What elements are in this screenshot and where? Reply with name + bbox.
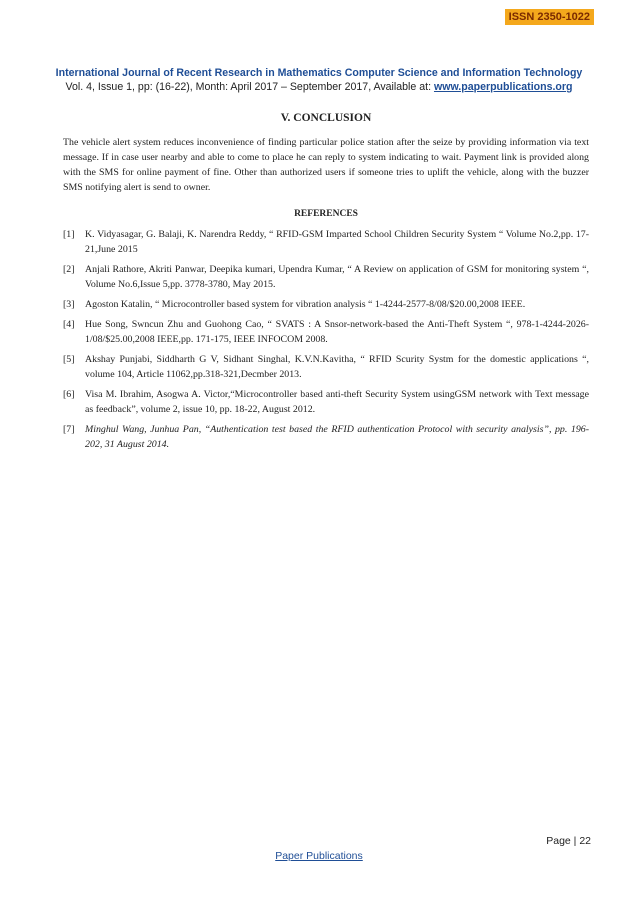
conclusion-heading: V. CONCLUSION — [280, 112, 372, 124]
publisher-link[interactable]: Paper Publications — [275, 850, 363, 862]
references-heading: REFERENCES — [294, 209, 358, 219]
reference-text: Hue Song, Swncun Zhu and Guohong Cao, “ SVATS : A Snsor-network-based the Anti-Theft System “, 978-1-4244-2026-1/08/$25.00,2008 IEEE,pp. 171-175, IEEE INFOCOM 2008. — [85, 319, 589, 345]
page-content — [63, 112, 589, 457]
reference-item — [63, 262, 589, 292]
issn-badge: ISSN 2350-1022 — [505, 9, 594, 25]
reference-item — [63, 317, 589, 347]
reference-text: Anjali Rathore, Akriti Panwar, Deepika kumari, Upendra Kumar, “ A Review on application of GSM for monitoring system “, Volume No.6,Issue 5,pp. 3778-3780, May 2015. — [85, 264, 589, 290]
journal-title: International Journal of Recent Research in Mathematics Computer Science and Information Technology — [55, 67, 583, 79]
reference-item — [63, 227, 589, 257]
volume-info: Vol. 4, Issue 1, pp: (16-22), Month: April 2017 – September 2017, Available at: — [65, 81, 434, 93]
reference-text: Agoston Katalin, “ Microcontroller based system for vibration analysis “ 1-4244-2577-8/08/$20.00,2008 IEEE. — [85, 299, 526, 310]
reference-number: [2] — [63, 264, 75, 275]
reference-number: [1] — [63, 229, 75, 240]
reference-item — [63, 297, 589, 312]
reference-text: K. Vidyasagar, G. Balaji, K. Narendra Reddy, “ RFID-GSM Imparted School Children Security System “ Volume No.2,pp. 17-21,June 2015 — [85, 229, 589, 255]
reference-number: [3] — [63, 299, 75, 310]
volume-line — [0, 80, 638, 95]
journal-header — [0, 66, 638, 95]
reference-item — [63, 422, 589, 452]
reference-number: [4] — [63, 319, 75, 330]
conclusion-paragraph: The vehicle alert system reduces inconvenience of finding particular police station after the seize by providing information via text message. If in case user nearby and able to come to place he can reply to system indicating to wait. Payment link is provided along with the SMS for online payment of fine. Other than authorized users if someone tries to uplift the vehicle, along with the buzzer SMS notifying alert is send to owner. — [63, 137, 589, 193]
reference-item — [63, 387, 589, 417]
reference-text: Minghul Wang, Junhua Pan, “Authentication test based the RFID authentication Protocol with security analysis”, pp. 196-202, 31 August 2014. — [85, 424, 589, 450]
reference-text: Visa M. Ibrahim, Asogwa A. Victor,“Microcontroller based anti-theft Security System usingGSM network with Text message as feedback”, volume 2, issue 10, pp. 18-22, August 2012. — [85, 389, 589, 415]
reference-number: [7] — [63, 424, 75, 435]
reference-text: Akshay Punjabi, Siddharth G V, Sidhant Singhal, K.V.N.Kavitha, “ RFID Scurity Systm for the domestic applications “, volume 104, Article 11062,pp.318-321,Decmber 2013. — [85, 354, 589, 380]
references-list — [63, 227, 589, 452]
website-link[interactable]: www.paperpublications.org — [433, 81, 573, 93]
reference-number: [5] — [63, 354, 75, 365]
page-number: Page | 22 — [546, 835, 591, 847]
reference-number: [6] — [63, 389, 75, 400]
reference-item — [63, 352, 589, 382]
